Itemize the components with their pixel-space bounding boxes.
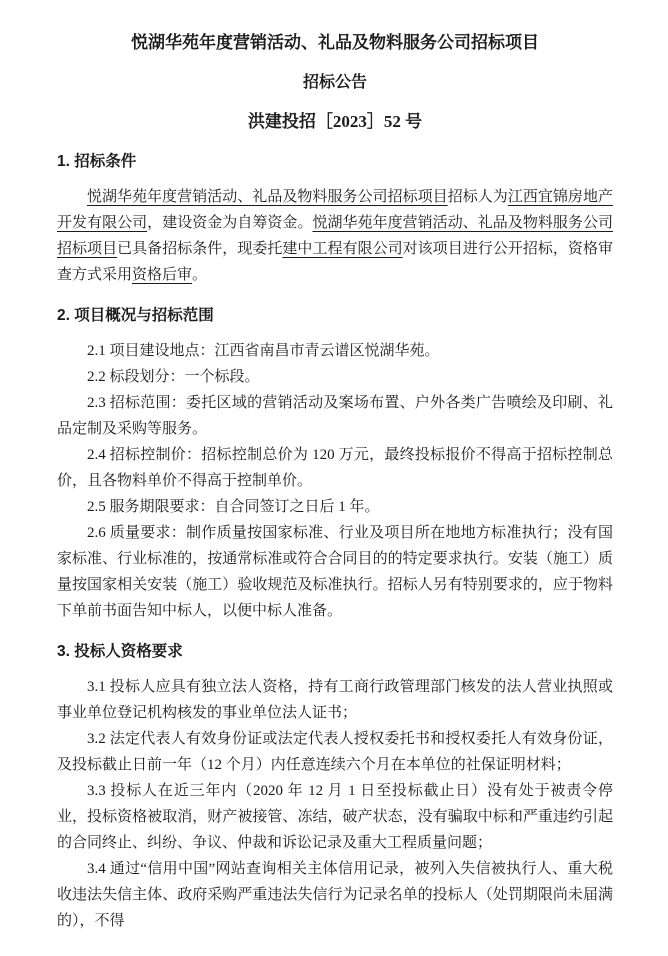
paragraph bbox=[57, 726, 613, 778]
section-heading: 2. 项目概况与招标范围 bbox=[57, 307, 214, 324]
document-title: 悦湖华苑年度营销活动、礼品及物料服务公司招标项目 bbox=[131, 33, 539, 52]
text-segment: 招标人为 bbox=[447, 189, 508, 205]
paragraph bbox=[57, 778, 613, 856]
paragraph bbox=[57, 442, 613, 494]
underlined-text: 悦湖华苑年度营销活动、礼品及物料服务公司招标项目 bbox=[57, 215, 613, 257]
text-segment: 对该项目进行公开招标，资格审查方式采用 bbox=[57, 241, 613, 283]
document-header bbox=[57, 30, 613, 134]
text-segment: 2.1 项目建设地点：江西省南昌市青云谱区悦湖华苑。 bbox=[87, 343, 440, 359]
text-segment: 2.5 服务期限要求：自合同签订之日后 1 年。 bbox=[87, 499, 380, 515]
document-section bbox=[57, 641, 613, 934]
text-segment: 2.6 质量要求：制作质量按国家标准、行业及项目所在地地方标准执行；没有国家标准、行业标准的，按通常标准或符合合同目的的特定要求执行。安装（施工）质量按国家相关安装（施工）验收规范及标准执行。招标人另有特别要求的，应于物料下单前书面告知中标人，以便中标人准备。 bbox=[57, 525, 613, 619]
text-segment: 3.2 法定代表人有效身份证或法定代表人授权委托书和授权委托人有效身份证，及投标截止日前一年（12 个月）内任意连续六个月在本单位的社保证明材料； bbox=[57, 731, 613, 773]
underlined-text: 江西宜锦房地产开发有限公司 bbox=[57, 189, 613, 231]
section-heading: 3. 投标人资格要求 bbox=[57, 643, 183, 660]
document-sections bbox=[57, 151, 613, 934]
paragraph bbox=[57, 856, 613, 934]
document-subtitle: 招标公告 bbox=[302, 74, 367, 91]
text-segment: 2.3 招标范围：委托区域的营销活动及案场布置、户外各类广告喷绘及印刷、礼品定制及采购等服务。 bbox=[57, 395, 613, 437]
underlined-text: 建中工程有限公司 bbox=[282, 241, 403, 257]
section-heading: 1. 招标条件 bbox=[57, 153, 137, 170]
paragraph bbox=[57, 338, 613, 364]
text-segment: 。 bbox=[192, 267, 208, 283]
paragraph bbox=[57, 184, 613, 288]
paragraph bbox=[57, 390, 613, 442]
underlined-text: 悦湖华苑年度营销活动、礼品及物料服务公司招标项目 bbox=[87, 189, 448, 205]
paragraph bbox=[57, 494, 613, 520]
text-segment: 已具备招标条件，现委托 bbox=[117, 241, 283, 257]
paragraph bbox=[57, 674, 613, 726]
paragraph bbox=[57, 520, 613, 624]
text-segment: 3.1 投标人应具有独立法人资格，持有工商行政管理部门核发的法人营业执照或事业单位登记机构核发的事业单位法人证书； bbox=[57, 679, 613, 721]
paragraph bbox=[57, 364, 613, 390]
text-segment: 2.4 招标控制价：招标控制总价为 120 万元，最终投标报价不得高于招标控制总价，且各物料单价不得高于控制单价。 bbox=[57, 447, 613, 489]
text-segment: 2.2 标段划分：一个标段。 bbox=[87, 369, 260, 385]
underlined-text: 资格后审 bbox=[132, 267, 193, 283]
text-segment: ，建设资金为自筹资金。 bbox=[147, 215, 313, 231]
document-number: 洪建投招［2023］52 号 bbox=[247, 112, 423, 131]
text-segment: 3.3 投标人在近三年内（2020 年 12 月 1 日至投标截止日）没有处于被责令停业，投标资格被取消，财产被接管、冻结，破产状态，没有骗取中标和严重违约引起的合同终止、纠纷、争议、仲裁和诉讼记录及重大工程质量问题； bbox=[57, 783, 613, 851]
document-section bbox=[57, 151, 613, 288]
text-segment: 3.4 通过“信用中国”网站查询相关主体信用记录，被列入失信被执行人、重大税收违法失信主体、政府采购严重违法失信行为记录名单的投标人（处罚期限尚未届满的），不得 bbox=[57, 861, 613, 929]
document-section bbox=[57, 305, 613, 624]
